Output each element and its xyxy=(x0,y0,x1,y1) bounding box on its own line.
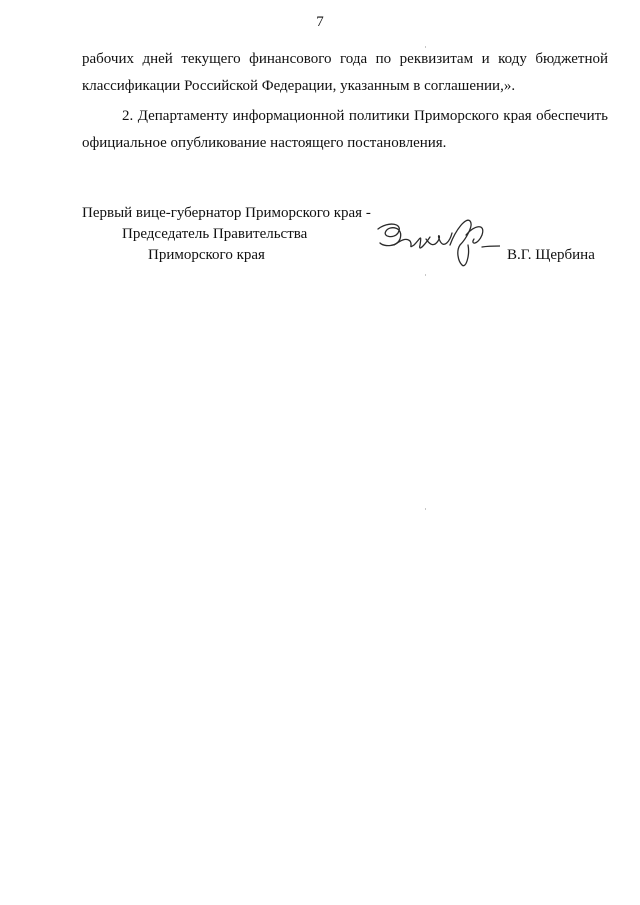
handwritten-signature-icon xyxy=(370,215,500,271)
body-paragraph-1: рабочих дней текущего финансового года по реквизитам и коду бюджетной классификации Российской Федерации, указанным в соглашении,». xyxy=(82,51,608,94)
page-number: 7 xyxy=(316,14,324,30)
scan-speck xyxy=(425,46,426,48)
signature-block xyxy=(82,203,612,273)
signer-position-line-3: Приморского края xyxy=(148,247,265,263)
signer-name: В.Г. Щербина xyxy=(507,247,595,263)
body-paragraph-2: 2. Департаменту информационной политики Приморского края обеспечить официальное опубликование настоящего постановления. xyxy=(82,108,608,151)
scan-speck xyxy=(425,508,426,510)
scan-speck xyxy=(425,274,426,276)
signer-position-line-2: Председатель Правительства xyxy=(122,226,308,242)
signer-position-line-1: Первый вице-губернатор Приморского края - xyxy=(82,205,371,221)
